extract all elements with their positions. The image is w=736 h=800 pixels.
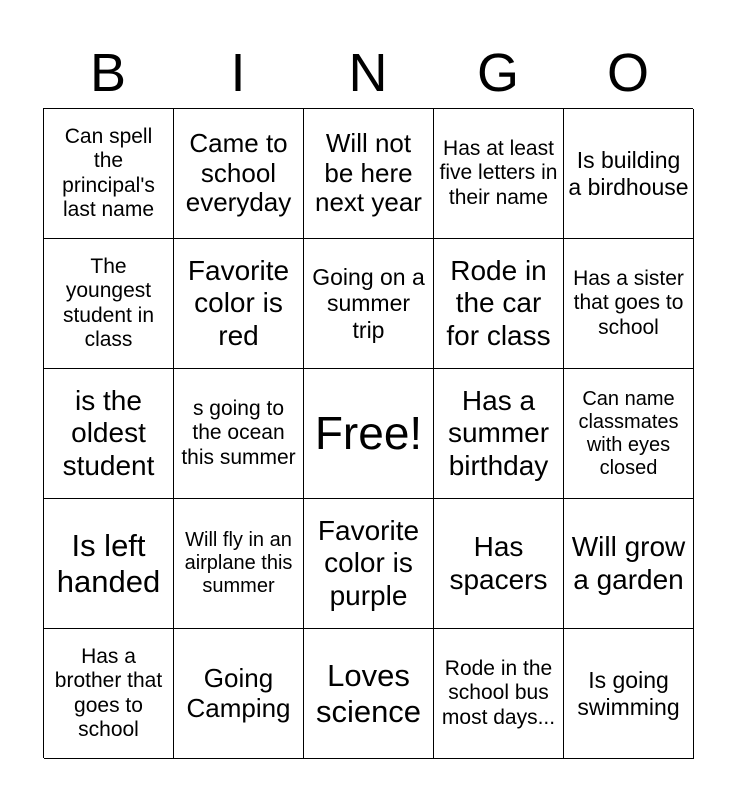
- cell-text: Has a summer birthday: [447, 385, 550, 481]
- bingo-cell[interactable]: [304, 499, 434, 629]
- cell-text: is the oldest student: [62, 385, 155, 481]
- bingo-cell[interactable]: [174, 629, 304, 759]
- bingo-cell[interactable]: [174, 239, 304, 369]
- cell-text: Is left handed: [56, 527, 161, 599]
- cell-text: Will not be here next year: [315, 127, 422, 218]
- cell-text: Loves science: [315, 657, 422, 729]
- cell-text: Came to school everyday: [185, 127, 292, 218]
- header-letter-g: G: [476, 43, 519, 103]
- bingo-cell[interactable]: [44, 109, 174, 239]
- cell-text: Going Camping: [186, 662, 291, 723]
- header-letter-o: O: [606, 43, 649, 103]
- cell-text: Can name classmates with eyes closed: [578, 387, 679, 479]
- bingo-cell[interactable]: [564, 369, 694, 499]
- cell-text: Rode in the car for class: [446, 255, 551, 351]
- cell-text: Will fly in an airplane this summer: [184, 529, 293, 597]
- cell-text: Will grow a garden: [571, 531, 686, 595]
- header-letter-n: N: [348, 43, 388, 103]
- cell-text: Rode in the school bus most days...: [441, 657, 556, 729]
- bingo-cell[interactable]: [564, 499, 694, 629]
- cell-text: Going on a summer trip: [312, 263, 425, 343]
- free-space[interactable]: [304, 369, 434, 499]
- bingo-cell[interactable]: [304, 109, 434, 239]
- bingo-cell[interactable]: [564, 239, 694, 369]
- bingo-cell[interactable]: [434, 239, 564, 369]
- bingo-cell[interactable]: [174, 369, 304, 499]
- bingo-cell[interactable]: [564, 629, 694, 759]
- bingo-grid: [43, 108, 693, 758]
- bingo-cell[interactable]: [304, 239, 434, 369]
- cell-text: Can spell the principal's last name: [62, 125, 155, 221]
- bingo-cell[interactable]: [44, 239, 174, 369]
- bingo-cell[interactable]: [174, 499, 304, 629]
- bingo-cell[interactable]: [434, 109, 564, 239]
- cell-text: Free!: [314, 407, 423, 460]
- cell-text: Favorite color is red: [187, 255, 290, 351]
- bingo-cell[interactable]: [44, 629, 174, 759]
- cell-text: Has a brother that goes to school: [54, 645, 163, 741]
- cell-text: The youngest student in class: [62, 255, 155, 351]
- bingo-cell[interactable]: [304, 629, 434, 759]
- bingo-cell[interactable]: [434, 499, 564, 629]
- cell-text: Favorite color is purple: [317, 515, 420, 611]
- bingo-cell[interactable]: [174, 109, 304, 239]
- cell-text: Has at least five letters in their name: [439, 137, 558, 209]
- bingo-cell[interactable]: [564, 109, 694, 239]
- bingo-cell[interactable]: [434, 629, 564, 759]
- bingo-cell[interactable]: [434, 369, 564, 499]
- bingo-cell[interactable]: [44, 369, 174, 499]
- cell-text: s going to the ocean this summer: [181, 397, 296, 469]
- cell-text: Has a sister that goes to school: [573, 267, 684, 339]
- header-letter-i: I: [230, 43, 246, 103]
- cell-text: Is building a birdhouse: [568, 147, 689, 200]
- cell-text: Has spacers: [449, 531, 548, 595]
- bingo-cell[interactable]: [44, 499, 174, 629]
- cell-text: Is going swimming: [577, 667, 680, 720]
- bingo-header: [43, 38, 693, 108]
- header-letter-b: B: [89, 43, 127, 103]
